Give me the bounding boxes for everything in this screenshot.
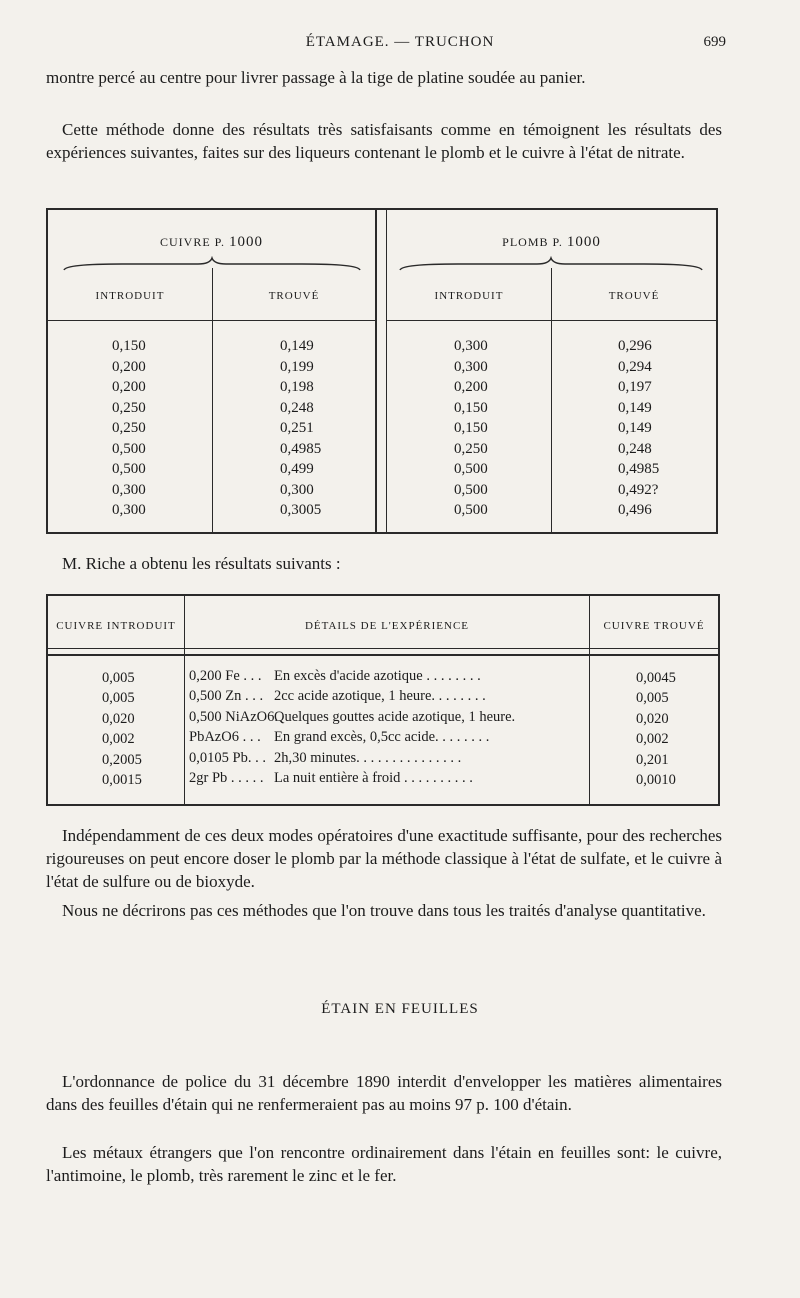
group-number: 1000 [566,234,601,250]
cell: 0,500 [454,461,488,477]
column-plomb-trouve [618,336,659,521]
group-label: PLOMB P. [502,235,563,249]
detail-note: En grand excès, 0,5cc acide. . . . . . . . [274,729,490,745]
group-title-cuivre [48,234,375,251]
cell: 0,250 [454,440,488,457]
paragraph-nous-ne-decrirons: Nous ne décrirons pas ces méthodes que l'on trouve dans tous les traités d'analyse quantitative. [62,901,706,920]
running-title: ÉTAMAGE. — TRUCHON [305,34,495,50]
cell: 0,002 [636,731,669,748]
cell: 0,248 [618,440,652,457]
cell: 0,500 [112,440,146,457]
detail-note: Quelques gouttes acide azotique, 1 heure. [274,709,516,725]
cell: 0,005 [636,690,669,707]
cell: 0,251 [280,420,314,436]
col-header-cuivre-trouve: CUIVRE TROUVÉ [603,620,705,632]
column-plomb-introduit [454,336,488,521]
brace-right [398,256,704,272]
cell: 0,198 [280,379,314,395]
cell: 0,492? [618,481,659,498]
cell: 0,005 [102,670,135,686]
table-row [189,750,585,770]
group-number: 1000 [229,234,263,250]
reagent: 2gr Pb . . . . . [189,770,264,786]
reagent: PbAzO6 . . . [189,729,261,745]
brace-left [62,256,362,272]
page-header [0,34,800,58]
col-header-plomb-introduit: INTRODUIT [434,290,504,302]
table-row [189,709,585,729]
cell: 0,0015 [102,772,142,789]
table-row [189,729,585,749]
detail-note: 2cc acide azotique, 1 heure. . . . . . . . [274,688,486,704]
paragraph-ordonnance: L'ordonnance de police du 31 décembre 1890 interdit d'envelopper les matières alimentaires dans des feuilles d'étain qui ne renfermeraient pas au moins 97 p. 100 d'étain. [46,1072,722,1114]
cell: 0,200 [112,358,146,375]
reagent: 0,500 NiAzO6. [189,709,279,725]
table-row [189,770,585,790]
paragraph-riche-intro: M. Riche a obtenu les résultats suivants : [62,554,341,573]
detail-note: 2h,30 minutes. . . . . . . . . . . . . . . [274,750,462,766]
table-riche-results [46,594,720,806]
cell: 0,4985 [618,461,660,477]
paragraph-continuation: montre percé au centre pour livrer passage à la tige de platine soudée au panier. [46,68,586,87]
cell: 0,3005 [280,502,322,518]
table-rule [48,320,375,321]
paragraph-method-results: Cette méthode donne des résultats très satisfaisants comme en témoignent les résultats des expériences suivantes, faites sur des liqueurs contenant le plomb et le cuivre à l'état de nitrate. [46,120,722,162]
table-divider [386,210,387,532]
table-divider [375,210,377,532]
cell: 0,499 [280,461,314,477]
table-cuivre-plomb [46,208,718,534]
cell: 0,005 [102,690,135,707]
group-title-plomb [387,234,716,251]
cell: 0,4985 [280,440,322,457]
cell: 0,300 [454,358,488,375]
cell: 0,020 [102,710,135,727]
cell: 0,200 [112,379,146,395]
cell: 0,197 [618,379,652,395]
cell: 0,149 [618,420,652,436]
group-label: CUIVRE P. [159,235,225,249]
cell: 0,201 [636,751,669,768]
cell: 0,300 [112,502,146,518]
cell: 0,020 [636,710,669,727]
detail-note: En excès d'acide azotique . . . . . . . . [274,668,481,684]
cell: 0,150 [454,399,488,416]
cell: 0,149 [618,399,652,416]
column-cuivre-trouve [280,336,321,521]
cell: 0,500 [112,461,146,477]
reagent: 0,0105 Pb. . . [189,750,266,766]
cell: 0,0010 [636,772,676,789]
cell: 0,002 [102,731,135,748]
column-cuivre-introduit [112,336,146,521]
cell: 0,199 [280,358,314,375]
cell: 0,300 [112,481,146,498]
paragraph-metaux-etrangers: Les métaux étrangers que l'on rencontre ordinairement dans l'étain en feuilles sont: le cuivre, l'antimoine, le plomb, très rarement le zinc et le fer. [46,1143,722,1185]
cell: 0,150 [112,338,146,354]
cell: 0,294 [618,358,652,375]
paragraph-independamment: Indépendamment de ces deux modes opératoires d'une exactitude suffisante, pour des recherches rigoureuses on peut encore doser le plomb par la méthode classique à l'état de sulfate, et le cuivre à l'état de sulfure ou de bioxyde. [46,826,722,891]
cell: 0,296 [618,338,652,354]
cell: 0,248 [280,399,314,416]
cell: 0,149 [280,338,314,354]
table-rule [48,654,718,656]
col-header-details: DÉTAILS DE L'EXPÉRIENCE [304,620,470,632]
cell: 0,250 [112,399,146,416]
table-row [189,668,585,688]
table-divider [212,268,213,532]
cell: 0,2005 [102,751,142,768]
detail-note: La nuit entière à froid . . . . . . . . . . [274,770,473,786]
cell: 0,200 [454,379,488,395]
page-number: 699 [703,34,726,50]
table-row [189,688,585,708]
cell: 0,150 [454,420,488,436]
column-introduit [102,668,142,790]
section-title: ÉTAIN EN FEUILLES [321,1001,479,1017]
cell: 0,496 [618,502,652,518]
cell: 0,300 [280,481,314,498]
reagent: 0,200 Fe . . . [189,668,262,684]
table-rule [387,320,716,321]
cell: 0,500 [454,481,488,498]
cell: 0,300 [454,338,488,354]
col-header-plomb-trouve: TROUVÉ [608,290,660,302]
column-trouve [636,668,676,790]
col-header-cuivre-introduit: INTRODUIT [95,290,165,302]
cell: 0,0045 [636,670,676,686]
reagent: 0,500 Zn . . . [189,688,264,704]
col-header-cuivre-introduit: CUIVRE INTRODUIT [56,620,176,632]
cell: 0,250 [112,420,146,436]
table-divider [551,268,552,532]
col-header-cuivre-trouve: TROUVÉ [268,290,320,302]
table-rule [48,648,718,649]
cell: 0,500 [454,502,488,518]
